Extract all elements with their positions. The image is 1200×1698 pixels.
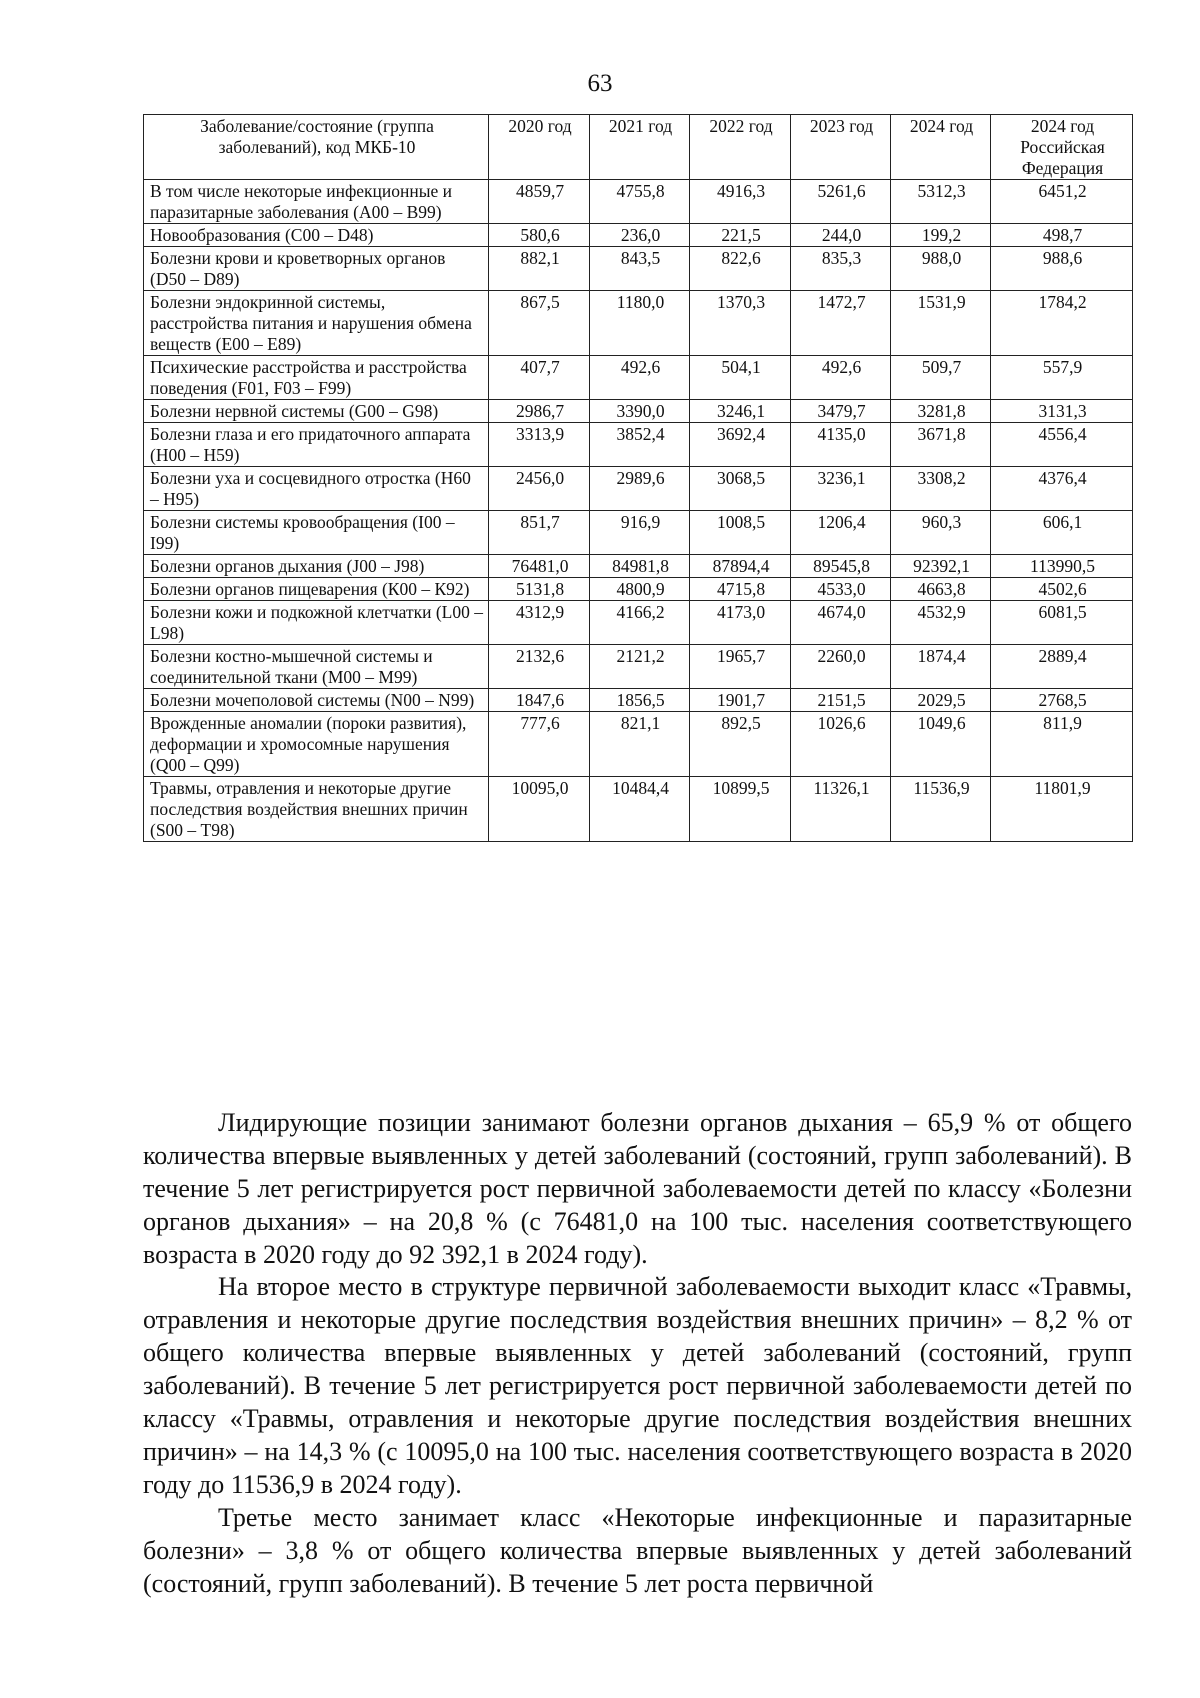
value-cell: 244,0 — [791, 224, 891, 247]
value-cell: 1026,6 — [791, 712, 891, 777]
disease-name-cell: Болезни нервной системы (G00 – G98) — [144, 400, 489, 423]
value-cell: 221,5 — [690, 224, 791, 247]
value-cell: 988,0 — [891, 247, 991, 291]
value-cell: 4800,9 — [590, 578, 690, 601]
value-cell: 1901,7 — [690, 689, 791, 712]
value-cell: 5131,8 — [489, 578, 590, 601]
value-cell: 2121,2 — [590, 645, 690, 689]
value-cell: 10095,0 — [489, 777, 590, 842]
header-year-2: 2021 год — [590, 115, 690, 180]
table-row — [144, 247, 1133, 291]
value-cell: 606,1 — [991, 511, 1133, 555]
disease-name-cell: Болезни эндокринной системы, расстройства питания и нарушения обмена веществ (Е00 – Е89) — [144, 291, 489, 356]
paragraph-injuries: На второе место в структуре первичной заболеваемости выходит класс «Травмы, отравления и некоторые другие последствия воздействия внешних причин» – 8,2 % от общего количества впервые выявленных у детей заболеваний (состояний, групп заболеваний). В течение 5 лет регистрируется рост первичной заболеваемости детей по классу «Травмы, отравления и некоторые другие последствия воздействия внешних причин» – на 14,3 % (с 10095,0 на 100 тыс. населения соответствующего возраста в 2020 году до 11536,9 в 2024 году). — [143, 1272, 1132, 1499]
disease-name-cell: Болезни органов пищеварения (К00 – К92) — [144, 578, 489, 601]
table-row — [144, 511, 1133, 555]
value-cell: 4135,0 — [791, 423, 891, 467]
value-cell: 1180,0 — [590, 291, 690, 356]
value-cell: 1472,7 — [791, 291, 891, 356]
disease-name-cell: Врожденные аномалии (пороки развития), деформации и хромосомные нарушения (Q00 – Q99) — [144, 712, 489, 777]
value-cell: 4376,4 — [991, 467, 1133, 511]
value-cell: 3068,5 — [690, 467, 791, 511]
value-cell: 4916,3 — [690, 180, 791, 224]
value-cell: 2989,6 — [590, 467, 690, 511]
value-cell: 4715,8 — [690, 578, 791, 601]
value-cell: 4532,9 — [891, 601, 991, 645]
value-cell: 87894,4 — [690, 555, 791, 578]
value-cell: 10484,4 — [590, 777, 690, 842]
value-cell: 882,1 — [489, 247, 590, 291]
value-cell: 11536,9 — [891, 777, 991, 842]
value-cell: 11801,9 — [991, 777, 1133, 842]
value-cell: 821,1 — [590, 712, 690, 777]
value-cell: 6451,2 — [991, 180, 1133, 224]
value-cell: 1370,3 — [690, 291, 791, 356]
value-cell: 492,6 — [590, 356, 690, 400]
value-cell: 843,5 — [590, 247, 690, 291]
value-cell: 1049,6 — [891, 712, 991, 777]
value-cell: 1008,5 — [690, 511, 791, 555]
value-cell: 3236,1 — [791, 467, 891, 511]
value-cell: 498,7 — [991, 224, 1133, 247]
disease-name-cell: Болезни крови и кроветворных органов (D50 – D89) — [144, 247, 489, 291]
value-cell: 89545,8 — [791, 555, 891, 578]
value-cell: 4533,0 — [791, 578, 891, 601]
value-cell: 2151,5 — [791, 689, 891, 712]
value-cell: 1531,9 — [891, 291, 991, 356]
value-cell: 3479,7 — [791, 400, 891, 423]
value-cell: 580,6 — [489, 224, 590, 247]
paragraph-respiratory: Лидирующие позиции занимают болезни органов дыхания – 65,9 % от общего количества впервые выявленных у детей заболеваний (состояний, групп заболеваний). В течение 5 лет регистрируется рост первичной заболеваемости детей по классу «Болезни органов дыхания» – на 20,8 % (с 76481,0 на 100 тыс. населения соответствующего возраста в 2020 году до 92 392,1 в 2024 году). — [143, 1108, 1132, 1269]
page-number: 63 — [587, 70, 613, 97]
value-cell: 4859,7 — [489, 180, 590, 224]
value-cell: 1965,7 — [690, 645, 791, 689]
disease-name-cell: Болезни костно-мышечной системы и соединительной ткани (М00 – М99) — [144, 645, 489, 689]
value-cell: 113990,5 — [991, 555, 1133, 578]
value-cell: 822,6 — [690, 247, 791, 291]
value-cell: 3692,4 — [690, 423, 791, 467]
disease-name-cell: Болезни системы кровообращения (I00 – I99) — [144, 511, 489, 555]
table-row — [144, 423, 1133, 467]
value-cell: 3281,8 — [891, 400, 991, 423]
header-year-5: 2024 год — [891, 115, 991, 180]
value-cell: 2889,4 — [991, 645, 1133, 689]
value-cell: 2768,5 — [991, 689, 1133, 712]
value-cell: 2456,0 — [489, 467, 590, 511]
value-cell: 4173,0 — [690, 601, 791, 645]
value-cell: 3852,4 — [590, 423, 690, 467]
value-cell: 2260,0 — [791, 645, 891, 689]
table-header-row — [144, 115, 1133, 180]
table-row — [144, 578, 1133, 601]
value-cell: 4502,6 — [991, 578, 1133, 601]
value-cell: 2029,5 — [891, 689, 991, 712]
value-cell: 1847,6 — [489, 689, 590, 712]
value-cell: 4312,9 — [489, 601, 590, 645]
value-cell: 3313,9 — [489, 423, 590, 467]
table-row — [144, 645, 1133, 689]
morbidity-table — [143, 114, 1133, 842]
value-cell: 1206,4 — [791, 511, 891, 555]
value-cell: 777,6 — [489, 712, 590, 777]
header-year-3: 2022 год — [690, 115, 791, 180]
value-cell: 3390,0 — [590, 400, 690, 423]
value-cell: 4755,8 — [590, 180, 690, 224]
value-cell: 407,7 — [489, 356, 590, 400]
value-cell: 867,5 — [489, 291, 590, 356]
header-year-1: 2020 год — [489, 115, 590, 180]
value-cell: 11326,1 — [791, 777, 891, 842]
value-cell: 988,6 — [991, 247, 1133, 291]
value-cell: 811,9 — [991, 712, 1133, 777]
table-row — [144, 224, 1133, 247]
value-cell: 4674,0 — [791, 601, 891, 645]
table-row — [144, 712, 1133, 777]
value-cell: 92392,1 — [891, 555, 991, 578]
value-cell: 916,9 — [590, 511, 690, 555]
value-cell: 835,3 — [791, 247, 891, 291]
value-cell: 960,3 — [891, 511, 991, 555]
disease-name-cell: В том числе некоторые инфекционные и паразитарные заболевания (А00 – В99) — [144, 180, 489, 224]
disease-name-cell: Болезни кожи и подкожной клетчатки (L00 – L98) — [144, 601, 489, 645]
table-body — [144, 180, 1133, 842]
header-year-4: 2023 год — [791, 115, 891, 180]
value-cell: 6081,5 — [991, 601, 1133, 645]
value-cell: 5312,3 — [891, 180, 991, 224]
header-disease: Заболевание/состояние (группа заболеваний), код МКБ-10 — [144, 115, 489, 180]
value-cell: 2132,6 — [489, 645, 590, 689]
table-row — [144, 601, 1133, 645]
table-row — [144, 467, 1133, 511]
table-row — [144, 555, 1133, 578]
disease-name-cell: Болезни органов дыхания (J00 – J98) — [144, 555, 489, 578]
value-cell: 892,5 — [690, 712, 791, 777]
table-row — [144, 180, 1133, 224]
value-cell: 492,6 — [791, 356, 891, 400]
value-cell: 504,1 — [690, 356, 791, 400]
value-cell: 4166,2 — [590, 601, 690, 645]
value-cell: 4663,8 — [891, 578, 991, 601]
disease-name-cell: Травмы, отравления и некоторые другие последствия воздействия внешних причин (S00 – Т98) — [144, 777, 489, 842]
value-cell: 4556,4 — [991, 423, 1133, 467]
value-cell: 236,0 — [590, 224, 690, 247]
value-cell: 3246,1 — [690, 400, 791, 423]
disease-name-cell: Болезни мочеполовой системы (N00 – N99) — [144, 689, 489, 712]
value-cell: 557,9 — [991, 356, 1133, 400]
value-cell: 1856,5 — [590, 689, 690, 712]
value-cell: 76481,0 — [489, 555, 590, 578]
value-cell: 3131,3 — [991, 400, 1133, 423]
value-cell: 509,7 — [891, 356, 991, 400]
value-cell: 3671,8 — [891, 423, 991, 467]
paragraph-infections: Третье место занимает класс «Некоторые инфекционные и паразитарные болезни» – 3,8 % от общего количества впервые выявленных у детей заболеваний (состояний, групп заболеваний). В течение 5 лет роста первичной — [143, 1503, 1132, 1598]
value-cell: 199,2 — [891, 224, 991, 247]
table-row — [144, 356, 1133, 400]
value-cell: 1874,4 — [891, 645, 991, 689]
disease-name-cell: Болезни глаза и его придаточного аппарата (Н00 – Н59) — [144, 423, 489, 467]
value-cell: 5261,6 — [791, 180, 891, 224]
disease-name-cell: Новообразования (С00 – D48) — [144, 224, 489, 247]
value-cell: 851,7 — [489, 511, 590, 555]
value-cell: 2986,7 — [489, 400, 590, 423]
table-row — [144, 777, 1133, 842]
value-cell: 84981,8 — [590, 555, 690, 578]
table-row — [144, 400, 1133, 423]
disease-name-cell: Психические расстройства и расстройства поведения (F01, F03 – F99) — [144, 356, 489, 400]
table-row — [144, 689, 1133, 712]
value-cell: 3308,2 — [891, 467, 991, 511]
header-year-6: 2024 год Российская Федерация — [991, 115, 1133, 180]
value-cell: 10899,5 — [690, 777, 791, 842]
table-row — [144, 291, 1133, 356]
value-cell: 1784,2 — [991, 291, 1133, 356]
disease-name-cell: Болезни уха и сосцевидного отростка (Н60 – Н95) — [144, 467, 489, 511]
